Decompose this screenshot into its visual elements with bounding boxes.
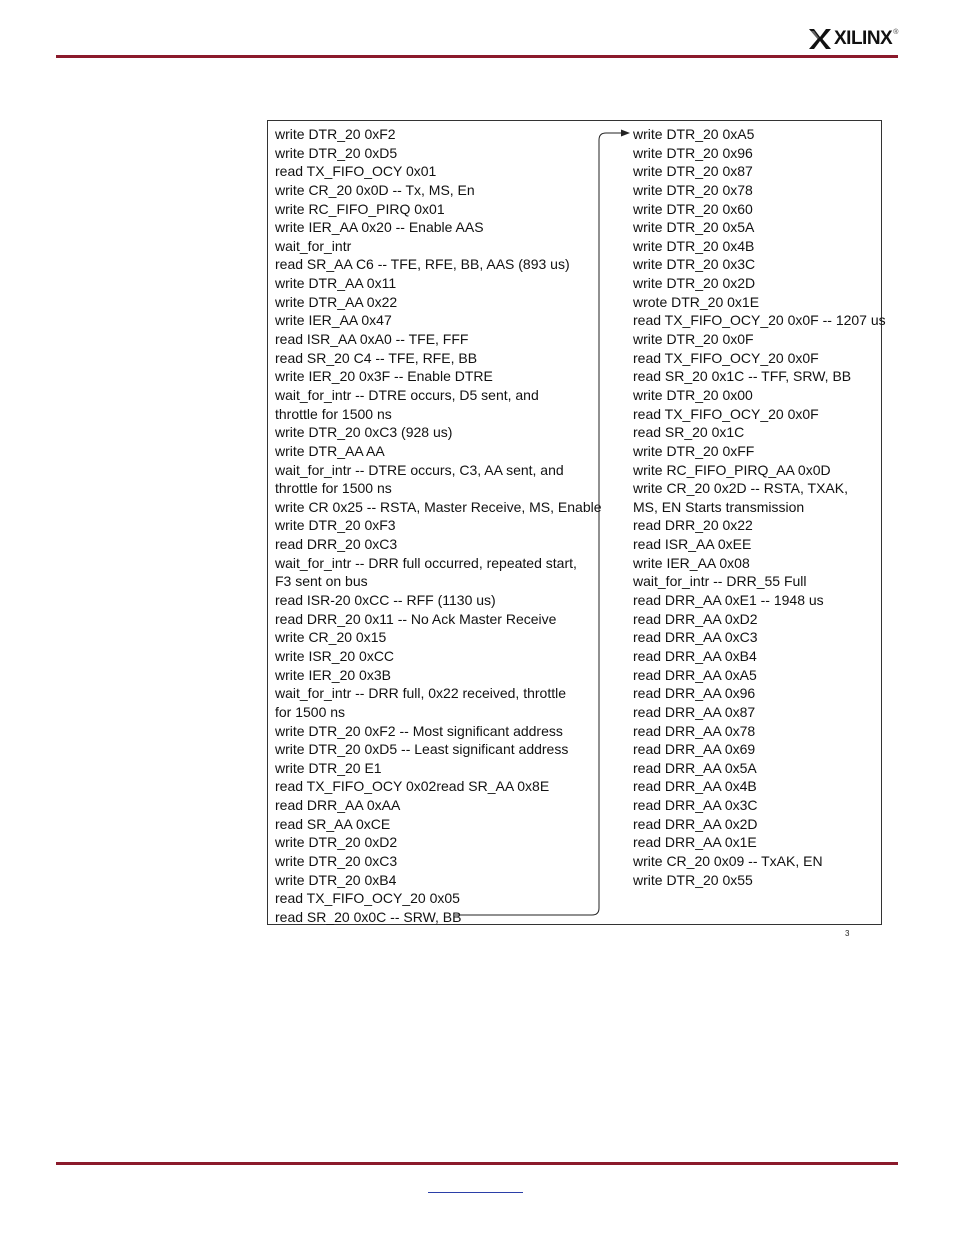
code-line: write CR_20 0x09 -- TxAK, EN bbox=[633, 852, 823, 869]
code-line: write DTR_20 0xD5 bbox=[275, 144, 398, 161]
code-line: read ISR_AA 0xEE bbox=[633, 536, 752, 553]
code-line: read SR_20 0x1C -- TFF, SRW, BB bbox=[633, 368, 852, 385]
code-line: read TX_FIFO_OCY 0x01 bbox=[275, 163, 437, 180]
code-line: write DTR_20 E1 bbox=[275, 759, 382, 776]
footer-rule bbox=[56, 1162, 898, 1165]
code-line: write DTR_20 0x55 bbox=[633, 871, 753, 888]
logo-registered-mark: ® bbox=[893, 29, 899, 36]
code-line: read DRR_AA 0x5A bbox=[633, 759, 757, 776]
code-line: wait_for_intr -- DRR full, 0x22 received, throttle bbox=[275, 685, 566, 702]
code-line: write DTR_20 0x4B bbox=[633, 237, 755, 254]
code-line: write IER_AA 0x08 bbox=[633, 554, 750, 571]
code-line: read DRR_AA 0xB4 bbox=[633, 647, 757, 664]
code-line: read DRR_AA 0xC3 bbox=[633, 629, 758, 646]
code-line: write RC_FIFO_PIRQ 0x01 bbox=[275, 200, 445, 217]
code-line: write DTR_20 0x78 bbox=[633, 181, 753, 198]
code-line: throttle for 1500 ns bbox=[275, 480, 392, 497]
code-line: write CR 0x25 -- RSTA, Master Receive, MS, Enable bbox=[275, 498, 602, 515]
code-line: write DTR_20 0xD5 -- Least significant address bbox=[275, 741, 569, 758]
code-line: wrote DTR_20 0x1E bbox=[633, 293, 760, 310]
code-line: read SR_20 C4 -- TFE, RFE, BB bbox=[275, 349, 478, 366]
code-line: read DRR_AA 0xAA bbox=[275, 797, 401, 814]
code-line: read ISR_AA 0xA0 -- TFE, FFF bbox=[275, 331, 469, 348]
code-line: write CR_20 0x15 bbox=[275, 629, 387, 646]
code-line: write DTR_20 0xF2 bbox=[275, 126, 396, 142]
code-line: write IER_20 0x3F -- Enable DTRE bbox=[275, 368, 493, 385]
code-line: write DTR_20 0x2D bbox=[633, 275, 756, 292]
code-line: MS, EN Starts transmission bbox=[633, 498, 805, 515]
code-line: read TX_FIFO_OCY_20 0x05 bbox=[275, 890, 460, 907]
code-line: read SR_AA C6 -- TFE, RFE, BB, AAS (893 us) bbox=[275, 256, 570, 273]
code-line: write IER_20 0x3B bbox=[275, 666, 391, 683]
code-line: throttle for 1500 ns bbox=[275, 405, 392, 422]
code-line: for 1500 ns bbox=[275, 703, 346, 720]
code-line: read TX_FIFO_OCY_20 0x0F -- 1207 us bbox=[633, 312, 886, 329]
code-line: read DRR_AA 0xA5 bbox=[633, 666, 757, 683]
code-line: write DTR_AA 0x11 bbox=[275, 275, 397, 292]
code-line: write DTR_20 0x87 bbox=[633, 163, 753, 180]
code-line: write IER_AA 0x47 bbox=[275, 312, 392, 329]
code-line: write DTR_AA 0x22 bbox=[275, 293, 398, 310]
code-line: read DRR_AA 0x4B bbox=[633, 778, 757, 795]
code-line: wait_for_intr bbox=[275, 237, 352, 254]
code-line: write DTR_20 0xB4 bbox=[275, 871, 397, 888]
code-line: read TX_FIFO_OCY 0x02read SR_AA 0x8E bbox=[275, 778, 550, 795]
code-line: write CR_20 0x0D -- Tx, MS, En bbox=[275, 181, 475, 198]
code-line: wait_for_intr -- DRR full occurred, repeated start, bbox=[275, 554, 577, 571]
code-line: wait_for_intr -- DTRE occurs, D5 sent, and bbox=[275, 386, 539, 403]
code-line: read DRR_AA 0x96 bbox=[633, 685, 756, 702]
code-line: wait_for_intr -- DTRE occurs, C3, AA sent, and bbox=[275, 461, 564, 478]
code-line: write DTR_20 0x0F bbox=[633, 331, 754, 348]
code-line: read DRR_20 0x11 -- No Ack Master Receive bbox=[275, 610, 557, 627]
code-line: F3 sent on bus bbox=[275, 573, 368, 590]
code-line: read ISR-20 0xCC -- RFF (1130 us) bbox=[275, 592, 496, 609]
footer-link[interactable] bbox=[428, 1182, 523, 1193]
code-line: write DTR_20 0xFF bbox=[633, 442, 755, 459]
code-line: read TX_FIFO_OCY_20 0x0F bbox=[633, 405, 819, 422]
code-line: read SR_AA 0xCE bbox=[275, 815, 391, 832]
code-line: read DRR_20 0xC3 bbox=[275, 536, 398, 553]
code-line: write DTR_AA AA bbox=[275, 442, 385, 459]
code-line: write DTR_20 0xD2 bbox=[275, 834, 398, 851]
code-line: read DRR_AA 0x87 bbox=[633, 703, 756, 720]
code-line: write DTR_20 0x96 bbox=[633, 144, 753, 161]
code-line: read DRR_AA 0x2D bbox=[633, 815, 758, 832]
code-line: write DTR_20 0xC3 bbox=[275, 852, 398, 869]
code-line: read DRR_AA 0xE1 -- 1948 us bbox=[633, 592, 824, 609]
code-line: write DTR_20 0x00 bbox=[633, 386, 753, 403]
code-line: read DRR_AA 0xD2 bbox=[633, 610, 758, 627]
code-line: write DTR_20 0xF3 bbox=[275, 517, 396, 534]
code-line: write DTR_20 0xF2 -- Most significant address bbox=[275, 722, 563, 739]
code-line: read DRR_20 0x22 bbox=[633, 517, 753, 534]
code-line: read TX_FIFO_OCY_20 0x0F bbox=[633, 349, 819, 366]
code-line: write DTR_20 0xA5 bbox=[633, 126, 755, 142]
code-line: write DTR_20 0xC3 (928 us) bbox=[275, 424, 453, 441]
code-line: write RC_FIFO_PIRQ_AA 0x0D bbox=[633, 461, 831, 478]
code-line: read SR_20 0x1C bbox=[633, 424, 745, 441]
code-line: read DRR_AA 0x69 bbox=[633, 741, 756, 758]
logo-text: XILINX bbox=[834, 28, 893, 49]
code-line: read DRR_AA 0x78 bbox=[633, 722, 756, 739]
code-line: write DTR_20 0x3C bbox=[633, 256, 756, 273]
code-line: write ISR_20 0xCC bbox=[275, 647, 395, 664]
code-line: write DTR_20 0x5A bbox=[633, 219, 755, 236]
figure-number: 3 bbox=[845, 929, 850, 938]
code-line: write CR_20 0x2D -- RSTA, TXAK, bbox=[633, 480, 848, 497]
code-line: read DRR_AA 0x3C bbox=[633, 797, 758, 814]
code-line: write IER_AA 0x20 -- Enable AAS bbox=[275, 219, 484, 236]
code-line: wait_for_intr -- DRR_55 Full bbox=[633, 573, 807, 590]
code-line: read SR_20 0x0C -- SRW, BB bbox=[275, 908, 462, 925]
code-line: read DRR_AA 0x1E bbox=[633, 834, 757, 851]
code-line: write DTR_20 0x60 bbox=[633, 200, 753, 217]
